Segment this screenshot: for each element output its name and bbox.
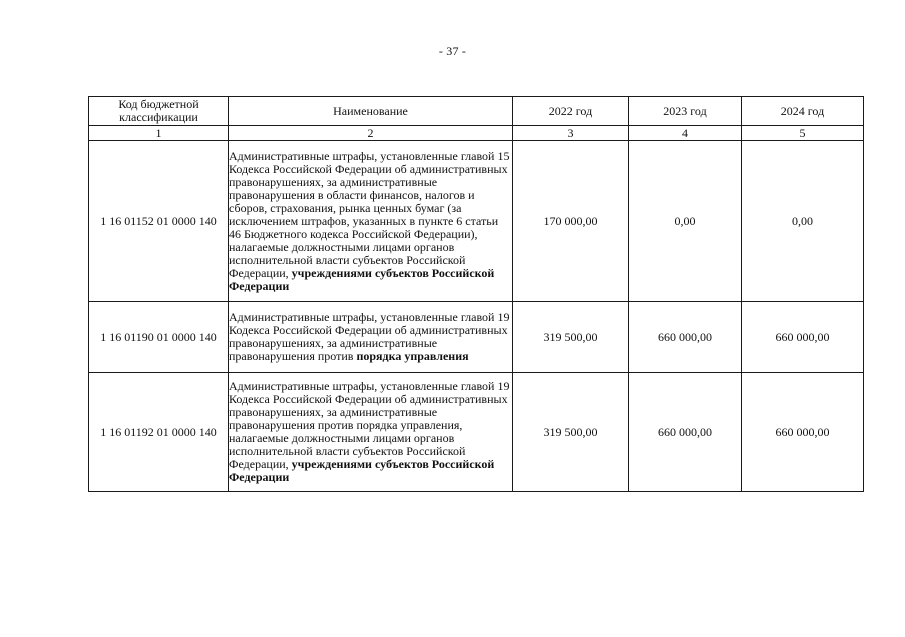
header-name: Наименование [229, 97, 513, 126]
item-name [229, 373, 513, 492]
column-number: 3 [513, 126, 629, 141]
budget-revenue-table [88, 96, 864, 492]
column-number: 2 [229, 126, 513, 141]
item-name-tail: порядка управления [356, 349, 469, 363]
item-name [229, 302, 513, 373]
budget-code: 1 16 01190 01 0000 140 [89, 302, 229, 373]
amount-2024: 660 000,00 [742, 373, 864, 492]
amount-2022: 170 000,00 [513, 141, 629, 302]
amount-2023: 0,00 [629, 141, 742, 302]
item-name-tail: учреждениями субъектов Российской Федерации [229, 265, 495, 293]
amount-2023: 660 000,00 [629, 373, 742, 492]
item-name [229, 141, 513, 302]
header-year-2024: 2024 год [742, 97, 864, 126]
column-number: 4 [629, 126, 742, 141]
amount-2024: 0,00 [742, 141, 864, 302]
column-number: 5 [742, 126, 864, 141]
item-name-main: Административные штрафы, установленные главой 15 Кодекса Российской Федерации об административных правонарушениях, за административные правонарушения в области финансов, налогов и сборов, страхования, рынка ценных бумаг (за исключением штрафов, указанных в пункте 6 статьи 46 Бюджетного кодекса Российской Федерации), налагаемые должностными лицами органов исполнительной власти субъектов Российской Федерации, [229, 148, 510, 280]
page-number: - 37 - [438, 44, 467, 58]
table-header-row [89, 97, 864, 126]
table-row [89, 141, 864, 302]
budget-code: 1 16 01192 01 0000 140 [89, 373, 229, 492]
item-name-main: Административные штрафы, установленные главой 19 Кодекса Российской Федерации об административных правонарушениях, за административные правонарушения против порядка управления, налагаемые должностными лицами органов исполнительной власти субъектов Российской Федерации, [229, 379, 510, 471]
budget-code: 1 16 01152 01 0000 140 [89, 141, 229, 302]
amount-2022: 319 500,00 [513, 373, 629, 492]
amount-2024: 660 000,00 [742, 302, 864, 373]
column-number-row [89, 126, 864, 141]
table-row [89, 373, 864, 492]
header-year-2023: 2023 год [629, 97, 742, 126]
header-code: Код бюджетной классификации [89, 97, 229, 126]
item-name-tail: учреждениями субъектов Российской Федерации [229, 457, 495, 484]
amount-2023: 660 000,00 [629, 302, 742, 373]
column-number: 1 [89, 126, 229, 141]
item-name-main: Административные штрафы, установленные главой 19 Кодекса Российской Федерации об административных правонарушениях, за административные правонарушения против [229, 310, 510, 363]
header-year-2022: 2022 год [513, 97, 629, 126]
table-row [89, 302, 864, 373]
amount-2022: 319 500,00 [513, 302, 629, 373]
